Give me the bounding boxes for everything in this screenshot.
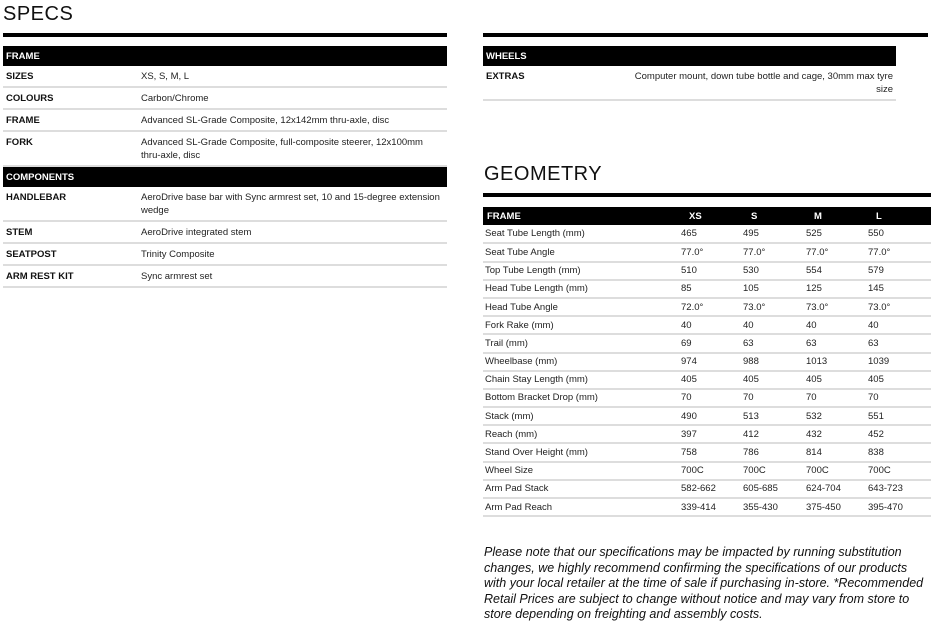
geometry-value: 551 xyxy=(866,407,931,425)
spec-value: Carbon/Chrome xyxy=(138,87,447,109)
spec-row xyxy=(483,66,896,100)
section-label: WHEELS xyxy=(483,46,896,66)
frame-section-header xyxy=(3,46,447,66)
geometry-label: Head Tube Angle xyxy=(483,298,679,316)
spec-label: SIZES xyxy=(3,66,138,87)
geometry-label: Reach (mm) xyxy=(483,425,679,443)
geometry-value: 105 xyxy=(741,280,804,298)
disclaimer-note: Please note that our specifications may be impacted by running substitution changes, we highly recommend confirming the specifications of our products with your local retailer at the time of sale if purchasing in-store. *Recommended Retail Prices are subject to change without notice and may vary from store to store depending on freighting and assembly costs. xyxy=(484,545,924,621)
geometry-value: 405 xyxy=(679,371,741,389)
column-header: XS xyxy=(679,207,741,225)
geometry-value: 63 xyxy=(741,334,804,352)
geometry-value: 70 xyxy=(804,389,866,407)
column-header: FRAME xyxy=(483,207,679,225)
spec-row xyxy=(3,87,447,109)
geometry-value: 40 xyxy=(804,316,866,334)
geometry-value: 73.0° xyxy=(804,298,866,316)
geometry-row xyxy=(483,480,931,498)
geometry-value: 988 xyxy=(741,353,804,371)
geometry-value: 814 xyxy=(804,443,866,461)
geometry-row xyxy=(483,425,931,443)
specs-table xyxy=(3,46,447,288)
spec-label: FRAME xyxy=(3,109,138,131)
geometry-row xyxy=(483,353,931,371)
spec-label: FORK xyxy=(3,131,138,166)
geometry-value: 412 xyxy=(741,425,804,443)
spec-row xyxy=(3,243,447,265)
geometry-divider xyxy=(483,193,931,197)
spec-label: COLOURS xyxy=(3,87,138,109)
spec-label: EXTRAS xyxy=(483,66,618,100)
geometry-value: 513 xyxy=(741,407,804,425)
spec-value: XS, S, M, L xyxy=(138,66,447,87)
spec-row xyxy=(3,221,447,243)
geometry-value: 77.0° xyxy=(679,243,741,261)
geometry-value: 405 xyxy=(741,371,804,389)
geometry-value: 838 xyxy=(866,443,931,461)
geometry-value: 125 xyxy=(804,280,866,298)
specs-title: SPECS xyxy=(3,3,74,25)
specs-divider xyxy=(3,33,447,37)
geometry-value: 700C xyxy=(679,462,741,480)
geometry-value: 355-430 xyxy=(741,498,804,516)
geometry-row xyxy=(483,498,931,516)
geometry-value: 974 xyxy=(679,353,741,371)
geometry-value: 70 xyxy=(741,389,804,407)
geometry-row xyxy=(483,225,931,243)
geometry-label: Trail (mm) xyxy=(483,334,679,352)
geometry-value: 554 xyxy=(804,262,866,280)
geometry-label: Fork Rake (mm) xyxy=(483,316,679,334)
geometry-value: 69 xyxy=(679,334,741,352)
geometry-label: Arm Pad Reach xyxy=(483,498,679,516)
geometry-value: 73.0° xyxy=(866,298,931,316)
geometry-label: Wheelbase (mm) xyxy=(483,353,679,371)
geometry-table xyxy=(483,207,931,517)
geometry-label: Seat Tube Angle xyxy=(483,243,679,261)
geometry-value: 1013 xyxy=(804,353,866,371)
spec-value: Computer mount, down tube bottle and cage, 30mm max tyre size xyxy=(618,66,896,100)
geometry-row xyxy=(483,407,931,425)
column-header: L xyxy=(866,207,931,225)
spec-value: AeroDrive integrated stem xyxy=(138,221,447,243)
geometry-value: 40 xyxy=(741,316,804,334)
geometry-value: 70 xyxy=(679,389,741,407)
geometry-value: 73.0° xyxy=(741,298,804,316)
geometry-value: 758 xyxy=(679,443,741,461)
geometry-label: Stand Over Height (mm) xyxy=(483,443,679,461)
column-header: S xyxy=(741,207,804,225)
spec-row xyxy=(3,131,447,166)
geometry-value: 700C xyxy=(741,462,804,480)
geometry-value: 70 xyxy=(866,389,931,407)
geometry-value: 72.0° xyxy=(679,298,741,316)
geometry-value: 452 xyxy=(866,425,931,443)
geometry-value: 465 xyxy=(679,225,741,243)
geometry-value: 643-723 xyxy=(866,480,931,498)
geometry-value: 405 xyxy=(866,371,931,389)
geometry-label: Top Tube Length (mm) xyxy=(483,262,679,280)
geometry-label: Arm Pad Stack xyxy=(483,480,679,498)
geometry-value: 145 xyxy=(866,280,931,298)
geometry-value: 605-685 xyxy=(741,480,804,498)
section-label: FRAME xyxy=(3,46,447,66)
geometry-value: 579 xyxy=(866,262,931,280)
components-section-header xyxy=(3,166,447,187)
spec-row xyxy=(3,66,447,87)
geometry-label: Wheel Size xyxy=(483,462,679,480)
geometry-value: 63 xyxy=(866,334,931,352)
geometry-value: 77.0° xyxy=(866,243,931,261)
geometry-row xyxy=(483,371,931,389)
geometry-value: 495 xyxy=(741,225,804,243)
spec-value: Advanced SL-Grade Composite, full-composite steerer, 12x100mm thru-axle, disc xyxy=(138,131,447,166)
geometry-row xyxy=(483,243,931,261)
geometry-value: 63 xyxy=(804,334,866,352)
geometry-row xyxy=(483,462,931,480)
geometry-value: 397 xyxy=(679,425,741,443)
column-header: M xyxy=(804,207,866,225)
spec-row xyxy=(3,265,447,287)
geometry-value: 405 xyxy=(804,371,866,389)
geometry-row xyxy=(483,334,931,352)
geometry-value: 530 xyxy=(741,262,804,280)
geometry-value: 532 xyxy=(804,407,866,425)
spec-label: SEATPOST xyxy=(3,243,138,265)
geometry-label: Seat Tube Length (mm) xyxy=(483,225,679,243)
spec-value: AeroDrive base bar with Sync armrest set, 10 and 15-degree extension wedge xyxy=(138,187,447,221)
wheels-table xyxy=(483,46,896,101)
spec-value: Sync armrest set xyxy=(138,265,447,287)
spec-label: ARM REST KIT xyxy=(3,265,138,287)
geometry-value: 77.0° xyxy=(804,243,866,261)
geometry-label: Stack (mm) xyxy=(483,407,679,425)
geometry-value: 375-450 xyxy=(804,498,866,516)
geometry-value: 1039 xyxy=(866,353,931,371)
geometry-value: 77.0° xyxy=(741,243,804,261)
geometry-value: 339-414 xyxy=(679,498,741,516)
geometry-label: Bottom Bracket Drop (mm) xyxy=(483,389,679,407)
geometry-row xyxy=(483,389,931,407)
specs-divider-right xyxy=(483,33,928,37)
geometry-value: 624-704 xyxy=(804,480,866,498)
geometry-label: Chain Stay Length (mm) xyxy=(483,371,679,389)
geometry-value: 700C xyxy=(804,462,866,480)
geometry-value: 432 xyxy=(804,425,866,443)
geometry-row xyxy=(483,280,931,298)
geometry-value: 490 xyxy=(679,407,741,425)
geometry-value: 85 xyxy=(679,280,741,298)
geometry-value: 395-470 xyxy=(866,498,931,516)
geometry-value: 510 xyxy=(679,262,741,280)
geometry-value: 525 xyxy=(804,225,866,243)
wheels-section-header xyxy=(483,46,896,66)
geometry-header-row xyxy=(483,207,931,225)
geometry-row xyxy=(483,443,931,461)
geometry-row xyxy=(483,298,931,316)
spec-row xyxy=(3,187,447,221)
geometry-label: Head Tube Length (mm) xyxy=(483,280,679,298)
spec-row xyxy=(3,109,447,131)
geometry-value: 700C xyxy=(866,462,931,480)
spec-label: STEM xyxy=(3,221,138,243)
geometry-value: 786 xyxy=(741,443,804,461)
section-label: COMPONENTS xyxy=(3,166,447,187)
geometry-value: 40 xyxy=(866,316,931,334)
geometry-value: 40 xyxy=(679,316,741,334)
geometry-value: 550 xyxy=(866,225,931,243)
spec-value: Trinity Composite xyxy=(138,243,447,265)
geometry-title: GEOMETRY xyxy=(484,163,603,185)
geometry-row xyxy=(483,262,931,280)
spec-label: HANDLEBAR xyxy=(3,187,138,221)
geometry-row xyxy=(483,316,931,334)
geometry-value: 582-662 xyxy=(679,480,741,498)
spec-value: Advanced SL-Grade Composite, 12x142mm thru-axle, disc xyxy=(138,109,447,131)
